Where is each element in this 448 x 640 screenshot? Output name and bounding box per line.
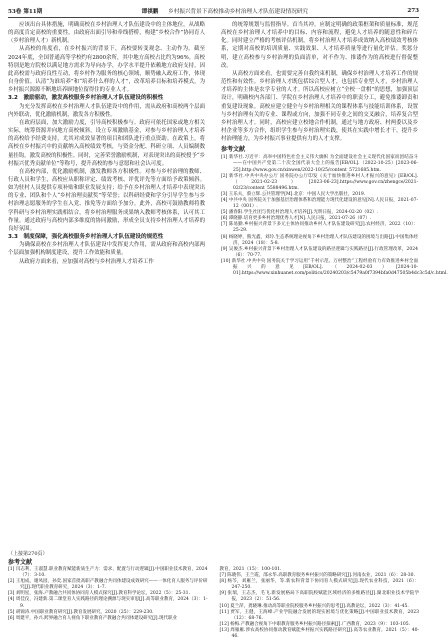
left-column — [8, 21, 205, 551]
reference-item: 教育，2021（15）：100-101. — [219, 567, 282, 572]
reference-item: [13] 周雁雁.涉农高校协同推动教育赋能乡村振兴实践路径研究[J].高等农业教育，2021（5）：40-46. — [219, 627, 419, 640]
references-heading: 参考文献 — [221, 146, 246, 154]
body-paragraph: 应该出台具体措施，明确高校在乡村治理人才队伍建设中的主体地位，从战略的高度肯定高校的重要性，由政府出面引导和牵线搭桥，构建“乡校合作”协同育人（乡村治理人才）新机制。 — [8, 22, 205, 45]
reference-item: [4] 周佳仪，冯建新.第二课堂育人实践路径的理论溯源与现实审思[J].高等职业教育，2024（3）：1-9. — [8, 597, 208, 609]
reference-item: [1] 新华社.习近平：高举中国特色社会主义伟大旗帜 为全面建设社会主义现代化国家而团结奋斗——在中国共产党第二十次全国代表大会上的报告[EB/OL].（2022-10-25）[2023-06-25].http://www.gov.cn/xinwen/2022-10/25/content_5721685.htm. — [221, 155, 418, 173]
running-title — [42, 7, 407, 15]
running-title-text: 乡村振兴背景下高校推动乡村治理人才队伍建设情况研究 — [168, 9, 309, 15]
body-paragraph: 从政府方面来看，应加强对高校与乡村治理人才培养工作 — [19, 258, 154, 265]
body-paragraph: 为充分发挥高校在乡村治理人才队伍建设中的作用，需从政府和高校两个层面内外联动，优化激励机制，激发各方积极性。 — [8, 103, 205, 118]
reference-item: [5] 潘春阳.学生社团与优化村治理人才培养[J].光明日报，2024-02-20（02）. — [221, 210, 379, 216]
reference-item: [6] 周建平，孙兴.跨界融合育人视角下职业教育产教融合共同体建设研究[J].现代职业 — [8, 615, 177, 621]
reference-item: [6] 谭晓静.培育更多乡村治理优秀人才[N].人民日报，2021-07-26（07）. — [221, 216, 372, 222]
body-paragraph: 的统筹规划与监督指导。首当其冲，应制定明确的政策框架和质量标准，规范高校在乡村治理人才培养中的目标、内容和流程，避免人才培养的随意性和碎片化。同时建立严格的考核评估机制，将乡村治理人才培养成效纳入高校绩效考核体系，定期对高校的培训质量、实践效果、人才培养质量等进行量化评估。奖惩分明，建立高校参与乡村治理的负面清单，对不作为、推诿作为的高校进行督促整改。 — [221, 22, 418, 69]
reference-item: [9] 张瑞，王志杰，毛飞.新发展格局下高职院校赋能区域经济的多维路径[J].湖北职业技术学院学报，2023（2）：51-56. — [219, 591, 419, 603]
reference-item: [2] 王旭成，谢凤园，孙奕.国家首批高职产教融合共同体建设成效研究——一体化育人服务与评价研究[J].现代职业教育研究，2024（3）：1-7. — [8, 579, 208, 591]
reference-item: [3] 刘明星，张海.产教融合共同体协同育人模式探究[J].教育科学论坛，2022（5）：25-31. — [8, 591, 190, 597]
section-heading: 3.3 制度保障，强化高校服务乡村治理人才队伍建设的规范性 — [8, 234, 164, 241]
body-paragraph: 从高校方面来看，也需要完善自我约束机制，确保乡村治理人才培养工作的规范性和有效性。乡村治理人才既包括综合型人才，也包括专业型人才，乡村治理人才培养的主体是农学专业的人才。所以高校应树立“全校一盘棋”的思想，加强顶层设计，明确校内各部门、学院在乡村治理人才培养中的职责分工，避免推诿卸责和重复建设现象。高校应建立健全与乡村治理相关的课程体系与技能培训体系，设置与乡村治理有关的专业、课程或方向，加强不同专业之间的交叉融合，培养复合型乡村治理人才。同时，高校应建立校地合作机制，通过与地方政府、村两委以及乡村企业等多方合作，组织学生参与乡村治理实践，使其在实践中增长才干，提升乡村治理能力，为乡村振兴事业提供有力的人才支撑。 — [221, 70, 418, 143]
reference-item: [2] 新华社.中共中央办公厅 国务院办公厅印发《关于加快推进乡村人才振兴的意见》[EB/OL].（2021-02-23）[2023-06-23].https://www.gov.cn/zhengce/2021-02/23/content_5588496.htm. — [221, 173, 418, 191]
page-header — [8, 5, 419, 18]
reference-item: [10] 夏兰萍，龚晓琳.推动高等职业院校服务乡村振兴的思考[J].高教论坛，2022（3）：41-45. — [219, 603, 409, 609]
continued-references-section — [8, 551, 419, 640]
reference-item: [5] 胡锦涛.中国职业教育研究[J].教育发展研究，2020（25）：229-230. — [8, 609, 154, 615]
reference-item: [7] 陈易勤.乡村振兴背景下多元主体协同推动乡村人才队伍建设研究[J].农村经济，2022（10）：25-29. — [221, 222, 418, 234]
reference-list — [221, 155, 448, 277]
body-paragraph: 从高校的角度看，在乡村振兴的背景下，高校要转变观念、主动作为。截至2024年底，全国普通高等学校约有2800余所，其中地方高校占比约为96%。高校特别是地方院校以满足地方需求为导向办学，办学水平提升依赖地方政府支持。因此高校需与政府良性互动，将乡村作为服务的核心领域，顺势融入政府工作，体现自身价值。认清“为谁培养”和“培养什么样的人才”，改革培养目标和培养模式，为乡村振兴源源不断地培养顾地位留得住的专业人才。 — [8, 46, 205, 94]
reference-item: [10] 新华社.中共中央 国务院关于学习运用“千村示范、万村整治”工程经验有力有效推进乡村全面振兴的意见[EB/OL].（2024-02-03）[2024-10-01].https://www.xinhuanet.com/politics/20240203/c5479a0f7394bfa0d47505b4dc3c5d/c.html. — [221, 258, 448, 277]
reference-list-bottom-right — [220, 567, 420, 640]
reference-item: [11] 贾军，王健，王海峰.产业学院融合发展的现实困境与优化策略[J].中国职业技术教育，2023（12）：68-76. — [219, 609, 419, 621]
section-heading: 3.2 激励驱动，激发高校服务乡村治理人才队伍建设的积极性 — [8, 95, 164, 102]
reference-item: [4] 中共中央 国务院关于加强基层治理体系和治理能力现代化建设的意见[N].人民日报，2021-07-12（001）. — [221, 198, 418, 210]
reference-item: [7] 陈晓伟，王兰霞，邵永华.高职教育服务乡村振兴的策略研究[J].河南农业，2021（6）：28-30. — [219, 573, 415, 579]
reference-item: [3] 王乐夫，蔡立辉.公共管理学[M].北京：中国人民大学出版社，2019. — [221, 191, 366, 197]
reference-item: [8] 杨芩，刘雁兰，张丽华，等.新农科背景下协同育人模式研究[J].现代农业科技，2021（6）：247-250. — [219, 579, 419, 591]
continued-from-note: （上接第270页） — [8, 551, 48, 557]
references-heading-bottom: 参考文献 — [8, 559, 33, 566]
reference-item: [9] 吴俊杰.乡村振兴背景下乡村治理人才队伍建设的路径逻辑与实践路径[J].行政管理改革，2024（6）：70-77. — [221, 246, 418, 258]
reference-item: [12] 杨梅.产教融合视角下中职教育服务乡村振兴路径探索[J].广西教育，2023（9）：103-105. — [219, 621, 411, 627]
reference-item: [8] 杨晓婷，熊光鑫，刘玲.生态系统理论视角下乡村治理人才队伍建设的困境与出路[J].中国集体经济，2024（18）：5-8. — [221, 234, 418, 246]
right-column — [221, 21, 448, 551]
reference-list-bottom-left — [8, 567, 208, 640]
body-paragraph: 为确保高校在乡村治理人才队伍建设中发挥更大作用，需从政府和高校内部两个层面加强机构制度建设，提升工作效能和质量。 — [8, 242, 205, 257]
page-number: 273 — [407, 8, 419, 14]
body-paragraph: 在政府层面，加大激励力度，引导高校积极参与。政府可依托国家或地方相关实际，统筹资源并向地方高校倾斜，设立专项激励基金，对参与乡村治理人才培养的高校给予经费支持，尤其对成效显著的项目和团队进行重点资助。在政策上，将高校在乡村振兴中的贡献纳入高校绩效考核，与资金分配、科研立项、人员编制数量挂钩，激发高校的积极性。同时，完善荣誉激励机制，对表现突出的高校授予“乡村振兴优秀贡献单位”等称号，提升高校的参与意愿和社会认可度。 — [8, 119, 205, 167]
volume-label: 53卷 第11期 — [8, 9, 43, 15]
reference-item: [1] 闫志利，王淑慧.职业教育赋能新质生产力：需求、配置与行动逻辑[J].中国职业技术教育，2024（7）：3-10. — [8, 567, 208, 579]
running-author: 谭祺鹏 — [141, 9, 159, 15]
body-paragraph: 在高校内部，优化激励机制，激发教师各方积极性。对参与乡村治理的教师、行政人员和学生，高校应从职称评定、绩效考核、评优评先等方面给予政策倾斜。如为驻村人员提供专项补贴和职业发展支持；给予在乡村治理人才培养中表现突出的专业、团队和个人“乡村治理贡献奖”等荣誉；以科研经费和学分引导学生参与乡村治理志愿服务的学生在入党、推免等方面给予加分。此外，高校可鼓励教师将教学科研与乡村治理实践相结合，将乡村治理服务成果纳入教师考核体系，认可其工作量。通过政府与高校内部多维度的协同激励，形成全员支持乡村治理人才培养的良好氛围。 — [8, 168, 205, 232]
